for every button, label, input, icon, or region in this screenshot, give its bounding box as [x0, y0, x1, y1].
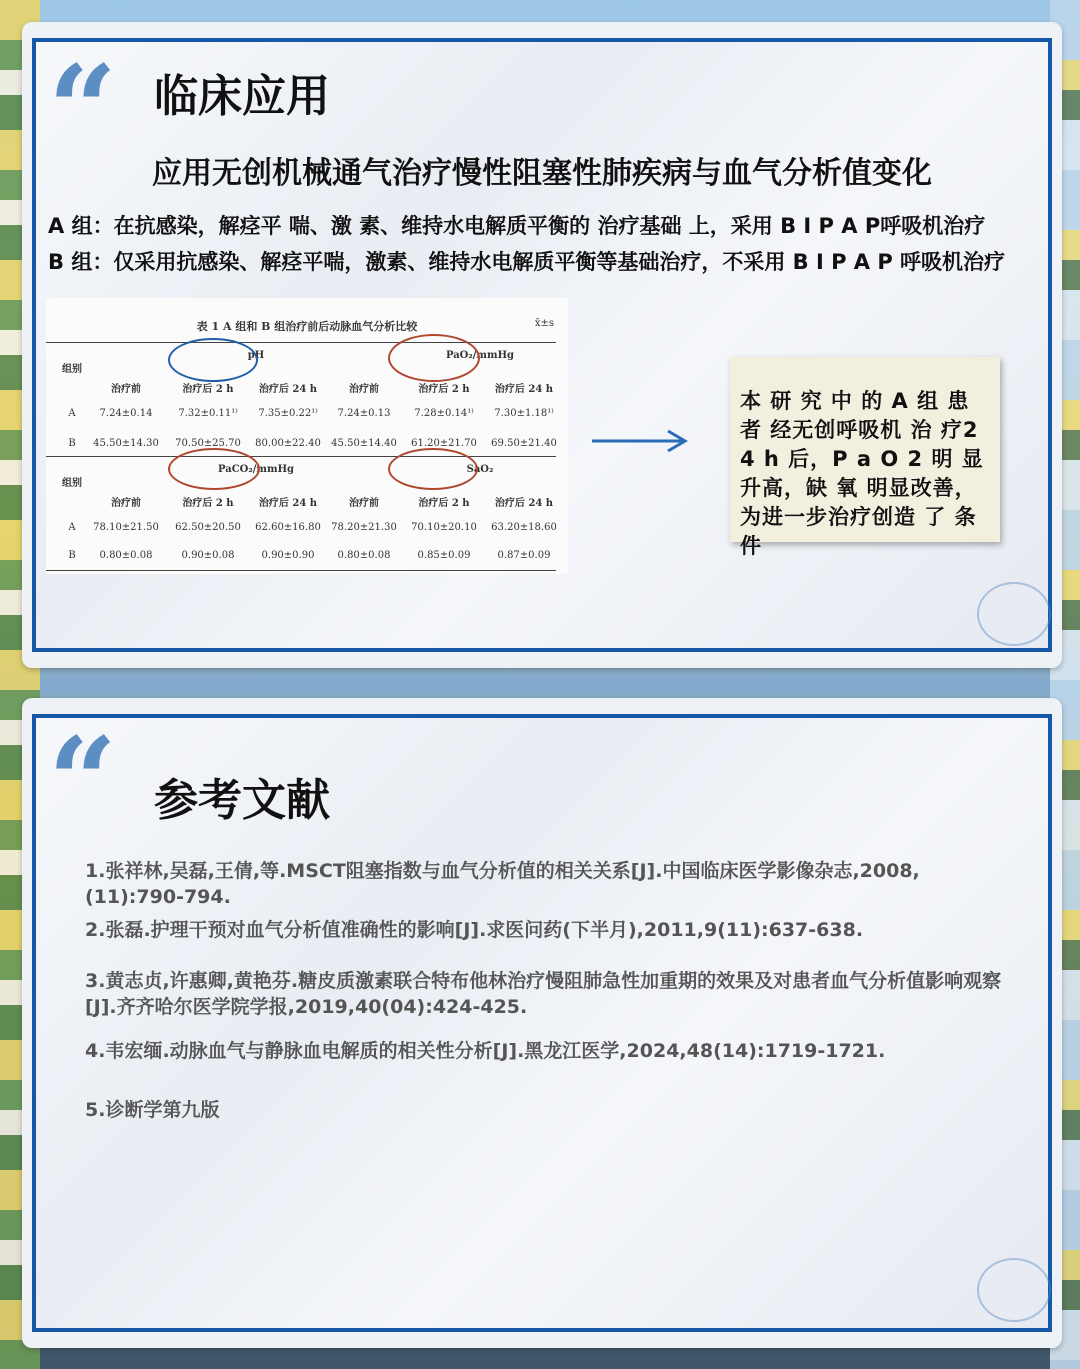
study-note [730, 357, 1000, 558]
ph-highlight-ring [168, 338, 258, 382]
column-header: 治疗后 24 h [494, 384, 554, 395]
arrow-right-icon [590, 428, 690, 454]
column-header: 治疗后 2 h [418, 384, 470, 395]
table-cell: 45.50±14.40 [331, 438, 397, 449]
table-cell: 7.24±0.13 [337, 408, 391, 419]
measure-label: PaCO₂/mmHg [217, 464, 295, 475]
table-cell: 7.28±0.14¹⁾ [414, 408, 474, 419]
row-group-label: A [68, 408, 76, 419]
table-cell: 0.90±0.08 [181, 550, 235, 561]
reference-item: 3.黄志贞,许惠卿,黄艳芬.糖皮质激素联合特布他林治疗慢阻肺急性加重期的效果及对患者血气分析值影响观察[J].齐齐哈尔医学院学报,2019,40(04):424-425. [85, 970, 1002, 1018]
table-cell: 0.80±0.08 [337, 550, 391, 561]
table-cell: 62.60±16.80 [255, 522, 321, 533]
table-cell: 0.87±0.09 [497, 550, 551, 561]
column-header: 治疗后 2 h [182, 384, 234, 395]
table-cell: 0.90±0.90 [261, 550, 315, 561]
column-header: 治疗前 [349, 384, 379, 395]
row-group-label: A [68, 522, 76, 533]
table-cell: 7.24±0.14 [99, 408, 153, 419]
table-caption: 表 1 A 组和 B 组治疗前后动脉血气分析比较 [196, 320, 418, 333]
table-cell: 63.20±18.60 [491, 522, 557, 533]
reference-item: 2.张磊.护理干预对血气分析值准确性的影响[J].求医问药(下半月),2011,9(11):637-638. [85, 919, 864, 941]
group-b-description: B 组：仅采用抗感染、解痉平喘，激素、维持水电解质平衡等基础治疗，不采用 B I P A P 呼吸机治疗 [48, 250, 1006, 274]
quote-mark-icon: “ [48, 39, 118, 180]
column-header: 治疗后 24 h [258, 384, 318, 395]
column-header: 治疗后 24 h [258, 498, 318, 509]
table-cell: 61.20±21.70 [411, 438, 477, 449]
reference-item: 1.张祥林,吴磊,王倩,等.MSCT阻塞指数与血气分析值的相关关系[J].中国临床医学影像杂志,2008,(11):790-794. [85, 860, 920, 908]
table-rule [46, 456, 556, 457]
table-cell: 70.10±20.10 [411, 522, 477, 533]
blood-gas-table [46, 298, 568, 574]
row-group-label: B [68, 550, 76, 561]
section-heading: 参考文献 [154, 775, 330, 826]
group-a-description: A 组：在抗感染，解痉平 喘、激 素、维持水电解质平衡的 治疗基础 上，采用 B I P A P呼吸机治疗 [48, 214, 986, 238]
table-unit: x̄±s [534, 318, 554, 329]
measure-label: PaO₂/mmHg [445, 350, 515, 361]
decorative-swirl [977, 1258, 1051, 1322]
table-cell: 62.50±20.50 [175, 522, 241, 533]
study-note-text: 本 研 究 中 的 A 组 患 者 经无创呼吸机 治 疗2 4 h 后，P a O 2 明 显升高，缺 氧 明显改善，为进一步治疗创造 了 条 件 [740, 389, 984, 558]
section-heading: 临床应用 [154, 71, 330, 122]
table-rule [46, 570, 556, 571]
table-cell: 0.80±0.08 [99, 550, 153, 561]
column-header: 治疗后 2 h [182, 498, 234, 509]
table-cell: 70.50±25.70 [175, 438, 241, 449]
decorative-swirl [977, 582, 1051, 646]
table-cell: 45.50±14.30 [93, 438, 159, 449]
table-cell: 7.30±1.18¹⁾ [494, 408, 554, 419]
reference-item: 4.韦宏缅.动脉血气与静脉血电解质的相关性分析[J].黑龙江医学,2024,48(14):1719-1721. [85, 1040, 886, 1062]
group-column-label: 组别 [62, 364, 82, 375]
pao2-highlight-ring [388, 334, 480, 382]
table-cell: 78.10±21.50 [93, 522, 159, 533]
row-group-label: B [68, 438, 76, 449]
reference-item: 5.诊断学第九版 [85, 1099, 220, 1121]
table-cell: 69.50±21.40 [491, 438, 557, 449]
table-cell: 0.85±0.09 [417, 550, 471, 561]
measure-label: pH [247, 350, 265, 361]
quote-mark-icon: “ [48, 711, 118, 852]
column-header: 治疗前 [111, 384, 141, 395]
table-cell: 80.00±22.40 [255, 438, 321, 449]
table-rule [46, 342, 556, 343]
column-header: 治疗前 [111, 498, 141, 509]
column-header: 治疗后 24 h [494, 498, 554, 509]
column-header: 治疗前 [349, 498, 379, 509]
paco2-highlight-ring [168, 448, 260, 490]
group-column-label: 组别 [62, 478, 82, 489]
table-cell: 7.32±0.11¹⁾ [178, 408, 238, 419]
section-subtitle: 应用无创机械通气治疗慢性阻塞性肺疾病与血气分析值变化 [152, 156, 932, 191]
column-header: 治疗后 2 h [418, 498, 470, 509]
measure-label: SaO₂ [466, 464, 494, 475]
table-cell: 7.35±0.22¹⁾ [258, 408, 318, 419]
sao2-highlight-ring [388, 448, 478, 490]
table-cell: 78.20±21.30 [331, 522, 397, 533]
references-card [22, 698, 1062, 1348]
